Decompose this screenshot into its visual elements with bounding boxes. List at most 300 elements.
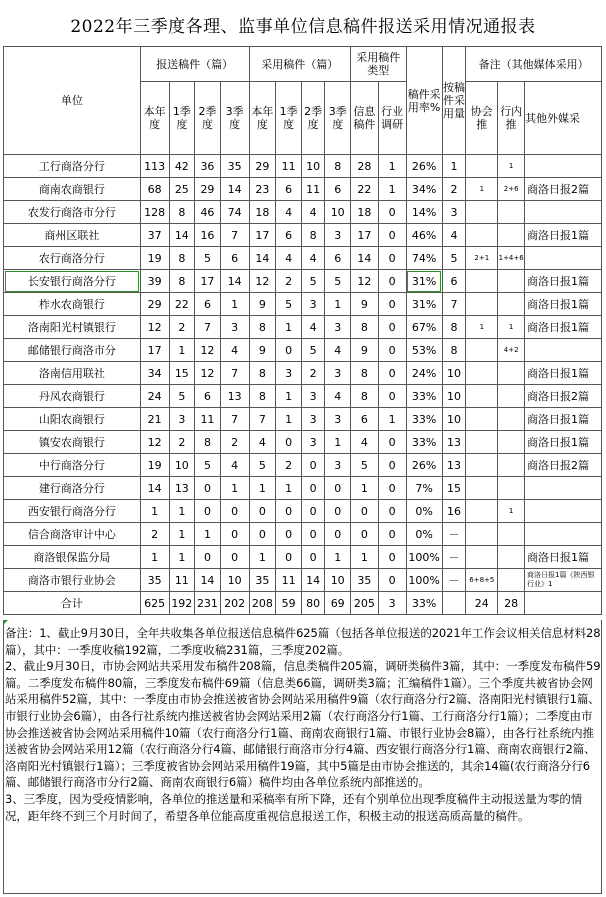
row-cell-info: 28: [351, 155, 379, 178]
table-row: [4, 523, 602, 546]
row-cell-a-year: 35: [249, 569, 276, 592]
row-cell-s-q2: 46: [195, 201, 221, 224]
table-row: [4, 224, 602, 247]
row-cell-s-q1: 1: [169, 339, 195, 362]
row-cell-research: 0: [378, 523, 406, 546]
row-cell-other: 商洛日报1篇: [525, 293, 602, 316]
header-unit: 单位: [4, 47, 141, 155]
total-row: [4, 592, 602, 615]
report-table: [3, 46, 602, 615]
header-adopted-q1: 1季度: [276, 82, 302, 155]
row-cell-a-q1: 6: [276, 224, 302, 247]
row-cell-info: 8: [351, 385, 379, 408]
row-cell-rate: 0%: [406, 500, 442, 523]
row-cell-rate: 33%: [406, 431, 442, 454]
table-row: [4, 270, 602, 293]
row-cell-info: 8: [351, 362, 379, 385]
row-cell-a-year: 7: [249, 408, 276, 431]
row-cell-s-q2: 12: [195, 339, 221, 362]
row-unit: 农发行商洛市分行: [4, 201, 141, 224]
row-cell-assoc: 2+1: [466, 247, 498, 270]
row-cell-a-year: 1: [249, 477, 276, 500]
row-cell-rank: －: [442, 569, 465, 592]
row-cell-a-q1: 0: [276, 339, 302, 362]
row-cell-a-q1: 5: [276, 293, 302, 316]
row-cell-s-q2: 0: [195, 500, 221, 523]
row-cell-s-q2: 6: [195, 293, 221, 316]
table-row: [4, 362, 602, 385]
row-cell-a-year: 0: [249, 500, 276, 523]
row-cell-a-year: 29: [249, 155, 276, 178]
row-cell-a-year: 9: [249, 339, 276, 362]
row-cell-a-q3: 3: [325, 316, 351, 339]
table-row: [4, 339, 602, 362]
header-submitted-q2: 2季度: [195, 82, 221, 155]
row-cell-s-year: 19: [140, 247, 169, 270]
total-cell: 59: [276, 592, 302, 615]
row-cell-rank: 13: [442, 454, 465, 477]
row-cell-a-q1: 0: [276, 523, 302, 546]
row-cell-a-q2: 0: [301, 523, 324, 546]
table-row: [4, 546, 602, 569]
row-cell-s-q1: 8: [169, 270, 195, 293]
row-cell-s-q3: 74: [220, 201, 249, 224]
row-cell-s-q3: 35: [220, 155, 249, 178]
row-cell-rate: 14%: [406, 201, 442, 224]
row-cell-research: 1: [378, 155, 406, 178]
row-cell-s-q2: 16: [195, 224, 221, 247]
table-row: [4, 385, 602, 408]
row-cell-s-q3: 7: [220, 224, 249, 247]
row-cell-rate: 0%: [406, 523, 442, 546]
row-cell-a-year: 4: [249, 431, 276, 454]
row-unit: 信合商洛审计中心: [4, 523, 141, 546]
row-cell-s-q1: 3: [169, 408, 195, 431]
row-cell-a-q2: 11: [301, 178, 324, 201]
row-cell-inner: [498, 523, 525, 546]
row-cell-info: 4: [351, 431, 379, 454]
row-cell-assoc: [466, 546, 498, 569]
row-cell-other: [525, 523, 602, 546]
row-cell-info: 1: [351, 477, 379, 500]
row-cell-other: [525, 155, 602, 178]
row-cell-assoc: [466, 523, 498, 546]
header-research: 行业调研: [378, 82, 406, 155]
row-cell-a-year: 12: [249, 270, 276, 293]
row-cell-inner: [498, 431, 525, 454]
row-cell-rate: 31%: [406, 270, 442, 293]
row-cell-other: 商洛日报2篇: [525, 454, 602, 477]
header-adopted-year: 本年度: [249, 82, 276, 155]
row-cell-research: 0: [378, 201, 406, 224]
header-submitted-year: 本年度: [140, 82, 169, 155]
row-cell-s-q1: 15: [169, 362, 195, 385]
row-cell-a-q3: 6: [325, 247, 351, 270]
row-cell-a-q3: 10: [325, 201, 351, 224]
row-cell-s-q1: 2: [169, 431, 195, 454]
row-cell-rate: 24%: [406, 362, 442, 385]
table-row: [4, 477, 602, 500]
row-cell-s-q3: 6: [220, 247, 249, 270]
row-cell-info: 5: [351, 454, 379, 477]
row-cell-s-q3: 0: [220, 546, 249, 569]
report-title: 2022年三季度各理、监事单位信息稿件报送采用情况通报表: [70, 16, 536, 37]
row-unit: 丹凤农商银行: [4, 385, 141, 408]
row-cell-assoc: [466, 500, 498, 523]
row-unit: 长安银行商洛分行: [4, 270, 141, 293]
row-cell-inner: [498, 569, 525, 592]
row-cell-rank: 13: [442, 431, 465, 454]
row-cell-inner: 4+2: [498, 339, 525, 362]
total-cell: 192: [169, 592, 195, 615]
table-row: [4, 155, 602, 178]
row-cell-a-q3: 6: [325, 178, 351, 201]
row-cell-other: 商洛日报1篇: [525, 270, 602, 293]
total-cell: 28: [498, 592, 525, 615]
row-cell-s-q2: 11: [195, 408, 221, 431]
row-cell-rate: 33%: [406, 408, 442, 431]
row-cell-research: 0: [378, 339, 406, 362]
row-cell-assoc: [466, 385, 498, 408]
row-unit: 洛南信用联社: [4, 362, 141, 385]
row-cell-a-q1: 4: [276, 201, 302, 224]
row-cell-research: 0: [378, 293, 406, 316]
row-cell-rank: 5: [442, 247, 465, 270]
row-cell-a-q1: 11: [276, 569, 302, 592]
row-cell-a-q1: 4: [276, 247, 302, 270]
row-cell-rate: 31%: [406, 293, 442, 316]
row-cell-a-q1: 3: [276, 362, 302, 385]
row-cell-other: 商洛日报2篇: [525, 178, 602, 201]
row-cell-s-q2: 36: [195, 155, 221, 178]
row-cell-s-q3: 1: [220, 477, 249, 500]
row-cell-s-year: 17: [140, 339, 169, 362]
row-cell-s-q3: 14: [220, 178, 249, 201]
row-cell-s-q3: 3: [220, 316, 249, 339]
table-row: [4, 569, 602, 592]
row-cell-research: 0: [378, 454, 406, 477]
total-cell: 231: [195, 592, 221, 615]
row-cell-a-q2: 4: [301, 316, 324, 339]
table-row: [4, 500, 602, 523]
row-cell-inner: [498, 408, 525, 431]
row-cell-a-q2: 5: [301, 270, 324, 293]
row-cell-s-q3: 4: [220, 454, 249, 477]
row-cell-other: 商洛日报2篇: [525, 385, 602, 408]
row-cell-a-q1: 1: [276, 316, 302, 339]
row-cell-research: 0: [378, 569, 406, 592]
row-cell-assoc: [466, 155, 498, 178]
total-cell: 3: [378, 592, 406, 615]
row-cell-inner: 2+6: [498, 178, 525, 201]
row-cell-assoc: [466, 408, 498, 431]
row-cell-inner: [498, 224, 525, 247]
row-cell-s-year: 21: [140, 408, 169, 431]
total-label: 合计: [4, 592, 141, 615]
row-cell-assoc: [466, 224, 498, 247]
row-cell-a-q3: 0: [325, 477, 351, 500]
row-cell-a-q3: 3: [325, 362, 351, 385]
row-cell-a-year: 8: [249, 362, 276, 385]
row-cell-s-q2: 0: [195, 546, 221, 569]
row-cell-rank: 8: [442, 316, 465, 339]
row-cell-inner: [498, 385, 525, 408]
total-cell: 205: [351, 592, 379, 615]
row-cell-s-year: 68: [140, 178, 169, 201]
row-cell-s-year: 12: [140, 316, 169, 339]
row-cell-assoc: [466, 477, 498, 500]
row-cell-s-q1: 11: [169, 569, 195, 592]
row-cell-rate: 46%: [406, 224, 442, 247]
row-cell-info: 17: [351, 224, 379, 247]
total-cell: 24: [466, 592, 498, 615]
row-cell-s-q2: 6: [195, 385, 221, 408]
row-cell-rank: －: [442, 546, 465, 569]
row-cell-s-q2: 5: [195, 247, 221, 270]
header-adopted-q2: 2季度: [301, 82, 324, 155]
row-cell-a-q2: 3: [301, 385, 324, 408]
row-cell-info: 9: [351, 293, 379, 316]
row-cell-a-q1: 0: [276, 500, 302, 523]
row-cell-info: 22: [351, 178, 379, 201]
row-cell-a-year: 8: [249, 385, 276, 408]
note-3: 3、三季度，因为受疫情影响，各单位的推送量和采稿率有所下降，还有个别单位出现季度稿件主动报送量为零的情况，距年终不到三个月时间了，希望各单位能高度重视信息报送工作，积极主动的报送高质高量的稿件。: [5, 791, 583, 823]
row-cell-rank: －: [442, 523, 465, 546]
table-row: [4, 178, 602, 201]
row-unit: 工行商洛分行: [4, 155, 141, 178]
table-row: [4, 201, 602, 224]
row-cell-rank: 7: [442, 293, 465, 316]
row-cell-inner: 1: [498, 500, 525, 523]
row-cell-a-q3: 0: [325, 523, 351, 546]
row-cell-inner: [498, 293, 525, 316]
row-cell-research: 0: [378, 385, 406, 408]
row-cell-a-q3: 3: [325, 224, 351, 247]
row-cell-s-q3: 7: [220, 408, 249, 431]
header-inner: 行内推: [498, 82, 525, 155]
row-cell-a-q2: 4: [301, 247, 324, 270]
row-cell-inner: 1: [498, 155, 525, 178]
total-cell: 208: [249, 592, 276, 615]
row-cell-s-year: 34: [140, 362, 169, 385]
row-cell-research: 0: [378, 224, 406, 247]
row-cell-a-q3: 1: [325, 546, 351, 569]
row-cell-assoc: [466, 431, 498, 454]
row-cell-s-q3: 2: [220, 431, 249, 454]
header-adopted: 采用稿件（篇）: [249, 47, 350, 82]
row-cell-s-q3: 4: [220, 339, 249, 362]
row-cell-other: 商洛日报1篇: [525, 546, 602, 569]
header-rate: 稿件采用率%: [406, 47, 442, 155]
row-cell-a-q1: 1: [276, 385, 302, 408]
row-cell-info: 14: [351, 247, 379, 270]
row-cell-a-q1: 2: [276, 454, 302, 477]
row-cell-s-year: 37: [140, 224, 169, 247]
row-cell-assoc: [466, 270, 498, 293]
row-cell-s-year: 29: [140, 293, 169, 316]
table-row: [4, 316, 602, 339]
row-cell-s-year: 35: [140, 569, 169, 592]
row-cell-s-year: 39: [140, 270, 169, 293]
row-cell-a-q2: 0: [301, 454, 324, 477]
header-rank: 按稿件采用量: [442, 47, 465, 155]
total-cell: 202: [220, 592, 249, 615]
row-cell-a-q1: 1: [276, 477, 302, 500]
row-cell-rank: 16: [442, 500, 465, 523]
row-cell-s-q3: 0: [220, 523, 249, 546]
row-cell-assoc: 6+8+5: [466, 569, 498, 592]
table-row: [4, 293, 602, 316]
row-cell-s-q1: 42: [169, 155, 195, 178]
row-cell-other: 商洛日报1篇: [525, 431, 602, 454]
row-cell-a-year: 17: [249, 224, 276, 247]
row-cell-other: [525, 339, 602, 362]
row-cell-info: 8: [351, 316, 379, 339]
row-cell-research: 1: [378, 408, 406, 431]
row-cell-a-q2: 0: [301, 500, 324, 523]
row-unit: 商洛银保监分局: [4, 546, 141, 569]
row-cell-s-q2: 8: [195, 431, 221, 454]
row-cell-rank: 10: [442, 385, 465, 408]
row-cell-inner: 1: [498, 316, 525, 339]
row-cell-s-q2: 0: [195, 477, 221, 500]
row-cell-rate: 53%: [406, 339, 442, 362]
row-cell-other: [525, 247, 602, 270]
row-cell-s-q3: 7: [220, 362, 249, 385]
row-cell-s-q2: 17: [195, 270, 221, 293]
row-cell-s-q2: 7: [195, 316, 221, 339]
row-cell-a-q3: 8: [325, 155, 351, 178]
row-cell-info: 0: [351, 500, 379, 523]
row-unit: 中行商洛分行: [4, 454, 141, 477]
row-cell-rank: 3: [442, 201, 465, 224]
header-adopted-type: 采用稿件类型: [351, 47, 407, 82]
row-cell-inner: [498, 270, 525, 293]
row-cell-assoc: [466, 293, 498, 316]
total-cell: 625: [140, 592, 169, 615]
row-cell-inner: [498, 201, 525, 224]
row-cell-s-q2: 5: [195, 454, 221, 477]
row-cell-a-year: 9: [249, 293, 276, 316]
row-cell-a-q2: 0: [301, 477, 324, 500]
row-cell-a-q2: 14: [301, 569, 324, 592]
row-cell-a-q1: 6: [276, 178, 302, 201]
row-cell-info: 6: [351, 408, 379, 431]
row-unit: 镇安农商银行: [4, 431, 141, 454]
total-cell: [442, 592, 465, 615]
row-cell-a-q3: 10: [325, 569, 351, 592]
row-cell-s-q1: 2: [169, 316, 195, 339]
row-cell-assoc: [466, 454, 498, 477]
row-cell-other: 商洛日报1篇: [525, 316, 602, 339]
row-cell-rate: 100%: [406, 546, 442, 569]
row-cell-s-q1: 8: [169, 201, 195, 224]
row-cell-rank: 6: [442, 270, 465, 293]
row-cell-a-q1: 11: [276, 155, 302, 178]
row-cell-rate: 100%: [406, 569, 442, 592]
row-cell-s-year: 113: [140, 155, 169, 178]
row-cell-other: 商洛日报1篇: [525, 362, 602, 385]
row-cell-s-year: 128: [140, 201, 169, 224]
row-cell-research: 0: [378, 362, 406, 385]
row-cell-s-q1: 1: [169, 523, 195, 546]
table-row: [4, 454, 602, 477]
row-cell-a-q3: 4: [325, 339, 351, 362]
row-cell-s-year: 2: [140, 523, 169, 546]
row-cell-s-q3: 13: [220, 385, 249, 408]
row-cell-a-q3: 1: [325, 431, 351, 454]
row-cell-other: 商洛日报1篇: [525, 408, 602, 431]
row-cell-research: 0: [378, 270, 406, 293]
row-cell-s-q2: 14: [195, 569, 221, 592]
row-cell-rate: 67%: [406, 316, 442, 339]
row-cell-inner: 1+4+6: [498, 247, 525, 270]
row-cell-a-year: 8: [249, 316, 276, 339]
row-cell-a-year: 0: [249, 523, 276, 546]
row-cell-rate: 74%: [406, 247, 442, 270]
row-cell-info: 9: [351, 339, 379, 362]
row-cell-a-q2: 5: [301, 339, 324, 362]
row-cell-info: 12: [351, 270, 379, 293]
row-cell-s-q3: 0: [220, 500, 249, 523]
row-cell-a-q2: 3: [301, 293, 324, 316]
table-body: [4, 155, 602, 592]
row-cell-s-q1: 22: [169, 293, 195, 316]
row-cell-assoc: [466, 201, 498, 224]
row-cell-s-year: 12: [140, 431, 169, 454]
table-row: [4, 431, 602, 454]
row-cell-rate: 33%: [406, 385, 442, 408]
row-cell-a-year: 5: [249, 454, 276, 477]
header-remarks: 备注（其他媒体采用）: [466, 47, 602, 82]
row-cell-s-q1: 13: [169, 477, 195, 500]
header-adopted-q3: 3季度: [325, 82, 351, 155]
row-cell-s-q1: 1: [169, 546, 195, 569]
row-cell-other: [525, 477, 602, 500]
note-2: 2、截止9月30日，市协会网站共采用发布稿件208篇，信息类稿件205篇，调研类稿件3篇，其中：一季度发布稿件59篇。二季度发布稿件80篇，三季度发布稿件69篇（信息类66篇，调研类3篇；汇编稿件1篇）。三个季度共被省协会网站采用稿件52篇，其中：一季度由市协会推送被省协会网站采用稿件9篇（农行商洛分行2篇、洛南阳光村镇银行1篇、市银行业协会6篇），由各行社系统内推送被省协会网站采用2篇（农行商洛分行1篇、工行商洛分行1篇）；二季度由市协会推送被省协会网站采用稿件10篇（农行商洛分行1篇、商南农商银行1篇、市银行业协会8篇），由各行社系统内推送被省协会网站采用12篇（农行商洛分行4篇、邮储银行商洛市分行4篇、西安银行商洛分行1篇、商南农商银行2篇、洛南阳光村镇银行1篇）；三季度被省协会网站采用稿件19篇，其中5篇是由市协会推送的，其余14篇(农行商洛分行6篇、邮储银行商洛市分行2篇、商南农商银行6篇）稿件均由各单位系统内部推送的。: [5, 659, 601, 790]
row-cell-research: 0: [378, 316, 406, 339]
row-cell-s-q3: 1: [220, 293, 249, 316]
row-cell-a-q3: 5: [325, 270, 351, 293]
row-cell-research: 1: [378, 178, 406, 201]
header-submitted: 报送稿件（篇）: [140, 47, 249, 82]
row-cell-assoc: 1: [466, 316, 498, 339]
row-cell-a-q2: 2: [301, 362, 324, 385]
row-cell-s-year: 14: [140, 477, 169, 500]
row-cell-rate: 26%: [406, 155, 442, 178]
row-cell-other: [525, 201, 602, 224]
row-cell-inner: [498, 454, 525, 477]
row-cell-inner: [498, 362, 525, 385]
row-unit: 商洛市银行业协会: [4, 569, 141, 592]
row-cell-s-q3: 14: [220, 270, 249, 293]
row-cell-rank: 10: [442, 362, 465, 385]
header-submitted-q1: 1季度: [169, 82, 195, 155]
header-info: 信息稿件: [351, 82, 379, 155]
row-cell-a-q2: 0: [301, 546, 324, 569]
row-cell-rate: 34%: [406, 178, 442, 201]
row-unit: 商南农商银行: [4, 178, 141, 201]
row-cell-rank: 8: [442, 339, 465, 362]
row-cell-research: 0: [378, 431, 406, 454]
row-cell-a-q3: 0: [325, 500, 351, 523]
row-cell-a-q3: 3: [325, 408, 351, 431]
row-cell-s-q2: 12: [195, 362, 221, 385]
row-cell-a-q2: 4: [301, 201, 324, 224]
row-cell-s-q1: 10: [169, 454, 195, 477]
row-unit: 农行商洛分行: [4, 247, 141, 270]
row-cell-inner: [498, 546, 525, 569]
